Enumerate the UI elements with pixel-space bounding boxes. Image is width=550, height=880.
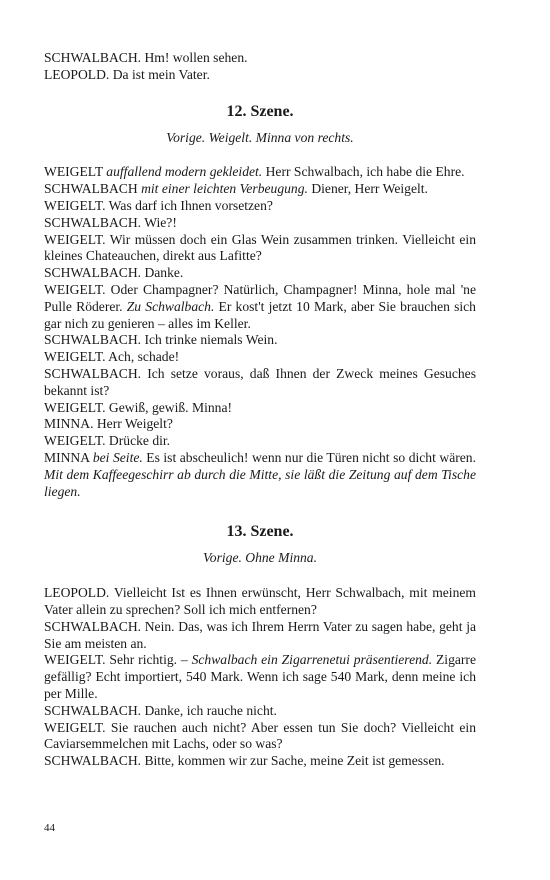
text-line: SCHWALBACH. Hm! wollen sehen. xyxy=(44,50,248,65)
dialogue-line: WEIGELT. Oder Champagner? Natürlich, Champagner! Minna, hole mal 'ne Pulle Röderer. Zu Schwalbach. Er kost't jetzt 10 Mark, aber Sie brauchen sich gar nich zu genieren – alles im Keller. xyxy=(44,281,476,331)
dialogue-line: WEIGELT. Sie rauchen auch nicht? Aber essen tun Sie doch? Vielleicht ein Caviarsemmelchen mit Lachs, oder so was? xyxy=(44,719,476,752)
dialogue-line: SCHWALBACH. Nein. Das, was ich Ihrem Herrn Vater zu sagen habe, geht ja Sie am meisten an. xyxy=(44,618,476,651)
scene-heading: 13. Szene. xyxy=(226,523,294,541)
dialogue-line: WEIGELT. Sehr richtig. – Schwalbach ein Zigarrenetui präsentierend. Zigarre gefällig? Echt importiert, 540 Mark. Wenn ich sage 540 Mark, denn meine ich per Mille. xyxy=(44,652,476,701)
text-line: LEOPOLD. Da ist mein Vater. xyxy=(44,66,210,82)
dialogue-line: WEIGELT. Ach, schade! xyxy=(44,349,180,365)
scene-heading: 12. Szene. xyxy=(226,102,294,120)
dialogue-line: SCHWALBACH. Danke, ich rauche nicht. xyxy=(44,702,277,718)
dialogue-line: SCHWALBACH. Wie?! xyxy=(44,214,177,230)
dialogue-line: MINNA. Herr Weigelt? xyxy=(44,416,173,432)
dialogue-line: LEOPOLD. Vielleicht Ist es Ihnen erwünscht, Herr Schwalbach, mit meinem Vater allein zu sprechen? Soll ich mich entfernen? xyxy=(44,585,476,617)
dialogue-line: SCHWALBACH. Danke. xyxy=(44,265,184,281)
dialogue-line: SCHWALBACH mit einer leichten Verbeugung. Diener, Herr Weigelt. xyxy=(44,181,428,197)
dialogue-line: SCHWALBACH. Ich trinke niemals Wein. xyxy=(44,332,278,348)
dialogue-line: WEIGELT. Wir müssen doch ein Glas Wein zusammen trinken. Vielleicht ein kleines Chateauchen, direkt aus Lafitte? xyxy=(44,231,476,264)
dialogue-line: WEIGELT. Was darf ich Ihnen vorsetzen? xyxy=(44,197,273,213)
stage-direction: Vorige. Ohne Minna. xyxy=(202,550,318,566)
dialogue-line: SCHWALBACH. Ich setze voraus, daß Ihnen der Zweck meines Gesuches bekannt ist? xyxy=(44,365,476,398)
dialogue-line: WEIGELT. Drücke dir. xyxy=(44,433,171,449)
page-number: 44 xyxy=(44,822,55,834)
stage-direction: Vorige. Weigelt. Minna von rechts. xyxy=(166,129,354,145)
dialogue-line: SCHWALBACH. Bitte, kommen wir zur Sache, meine Zeit ist gemessen. xyxy=(44,753,445,769)
dialogue-line: MINNA bei Seite. Es ist abscheulich! wenn nur die Türen nicht so dicht wären. Mit dem Kaffeegeschirr ab durch die Mitte, sie läßt die Zeitung auf dem Tische liegen. xyxy=(44,449,477,499)
dialogue-line: WEIGELT auffallend modern gekleidet. Herr Schwalbach, ich habe die Ehre. xyxy=(44,164,465,180)
page-text xyxy=(44,50,476,770)
dialogue-line: WEIGELT. Gewiß, gewiß. Minna! xyxy=(44,399,233,415)
